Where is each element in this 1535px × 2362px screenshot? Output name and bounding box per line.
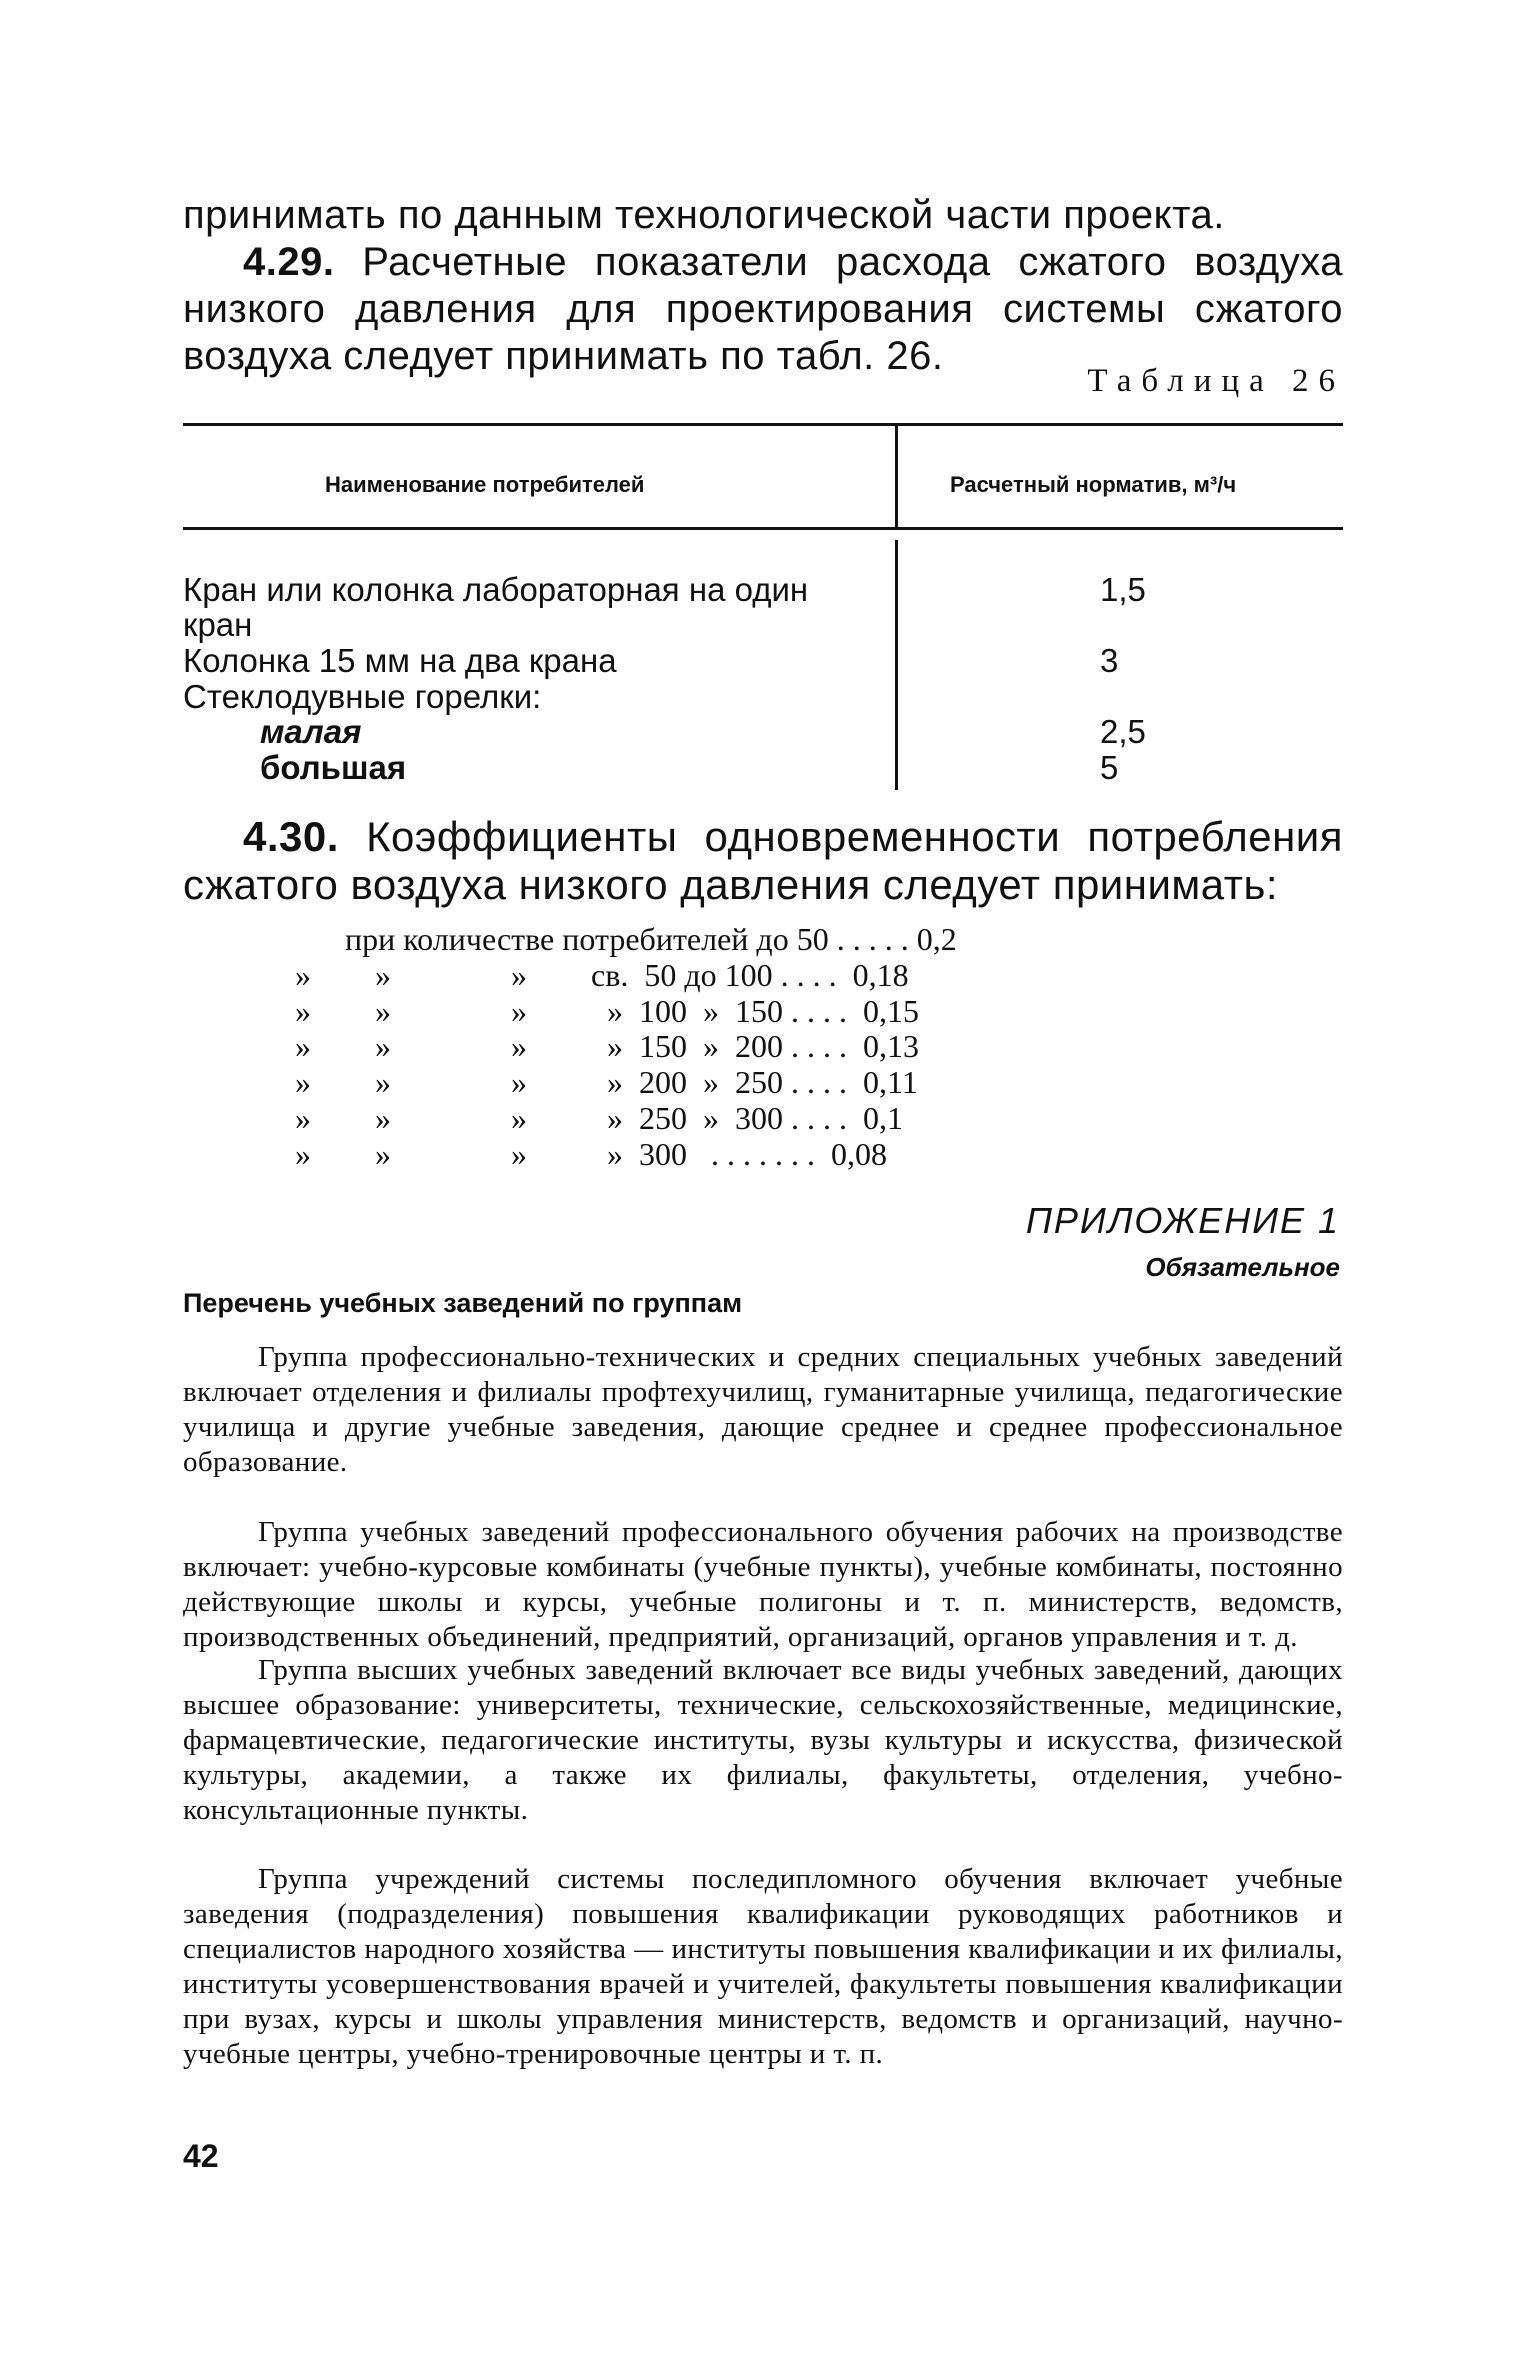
appendix-paragraph: Группа профессионально-технических и средних специальных учебных заведений включает отделения и филиалы профтехучилищ, гуманитарные училища, педагогические училища и другие учебные заведения, дающие среднее и среднее профессиональное образование. — [183, 1341, 1343, 1478]
paragraph-4-29 — [183, 239, 1343, 380]
appendix-paragraph: Группа высших учебных заведений включает все виды учебных заведений, дающих высшее образование: университеты, технические, сельскохозяйственные, медицинские, фармацевтические, педагогические институты, вузы культуры и искусства, физической культуры, академии, а также их филиалы, факультеты, отделения, учебно-консультационные пункты. — [183, 1654, 1343, 1826]
table-row-value: 1,5 — [1100, 571, 1146, 608]
paragraph-number: 4.30. — [243, 813, 339, 860]
appendix-subtitle: Обязательное — [1145, 1252, 1340, 1282]
appendix-paragraph: Группа учреждений системы последипломного обучения включает учебные заведения (подразделения) повышения квалификации руководящих работников и специалистов народного хозяйства — институты повышения квалификации и их филиалы, институты усовершенствования врачей и учителей, факультеты повышения квалификации при вузах, курсы и школы управления министерств, ведомств и организаций, научно-учебные центры, учебно-тренировочные центры и т. п. — [183, 1863, 1343, 2070]
page-number: 42 — [183, 2138, 219, 2174]
coefficient-row: » » » » 250 » 300 . . . . 0,1 — [295, 1100, 903, 1136]
table-header-norm: Расчетный норматив, м³/ч — [950, 472, 1237, 497]
appendix-paragraph: Группа учебных заведений профессионального обучения рабочих на производстве включает: учебно-курсовые комбинаты (учебные пункты), учебные комбинаты, постоянно действующие школы и курсы, учебные полигоны и т. п. министерств, ведомств, производственных объединений, предприятий, организаций, органов управления и т. д. — [183, 1516, 1343, 1653]
coefficient-row: при количестве потребителей до 50 . . . . . 0,2 — [345, 921, 957, 957]
paragraph-text: Расчетные показатели расхода сжатого воздуха низкого давления для проектирования системы сжатого воздуха следует принимать по табл. 26. — [183, 240, 1343, 378]
table-row-value: 2,5 — [1100, 713, 1146, 750]
table-row-value: 3 — [1100, 642, 1119, 679]
intro-line — [183, 192, 1343, 239]
table-row-name: Колонка 15 мм на два крана — [183, 642, 617, 679]
table-row-name: Кран или колонка лабораторная на один — [183, 571, 809, 608]
appendix-heading: Перечень учебных заведений по группам — [183, 1288, 743, 1318]
paragraph-number: 4.29. — [243, 240, 335, 284]
table-body-divider — [895, 540, 898, 790]
table-row-name: кран — [183, 606, 253, 643]
table-row-name: Стеклодувные горелки: — [183, 678, 542, 715]
paragraph-text: Коэффициенты одновременности потребления сжатого воздуха низкого давления следует принимать: — [183, 813, 1343, 908]
coefficient-row: » » » » 200 » 250 . . . . 0,11 — [295, 1064, 918, 1100]
table-header-divider — [895, 423, 898, 527]
coefficient-row: » » » » 300 . . . . . . . 0,08 — [295, 1136, 887, 1172]
coefficient-row: » » » » 100 » 150 . . . . 0,15 — [295, 993, 919, 1029]
coefficient-row: » » » св. 50 до 100 . . . . 0,18 — [295, 957, 909, 993]
table-row-value: 5 — [1100, 749, 1119, 786]
intro-line-text: принимать по данным технологической части проекта. — [183, 193, 1225, 237]
table-caption: Таблица 26 — [1087, 363, 1345, 399]
table-header-consumers: Наименование потребителей — [325, 472, 645, 497]
paragraph-4-30 — [183, 813, 1343, 909]
appendix-title: ПРИЛОЖЕНИЕ 1 — [1025, 1200, 1340, 1241]
table-row-name: малая — [260, 713, 362, 750]
table-top-rule — [183, 423, 1343, 426]
table-row-name: большая — [260, 749, 407, 786]
coefficient-row: » » » » 150 » 200 . . . . 0,13 — [295, 1028, 919, 1064]
table-header-rule — [183, 527, 1343, 530]
